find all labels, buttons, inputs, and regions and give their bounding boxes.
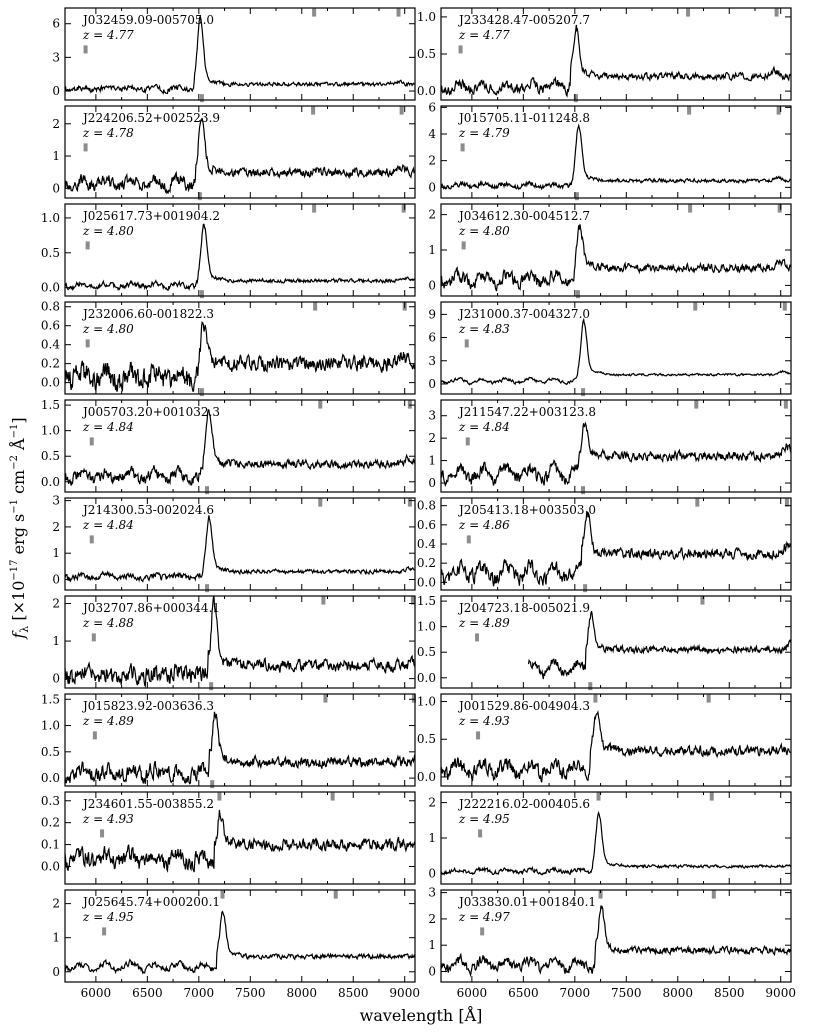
object-name-label: J015823.92-003636.3 — [83, 699, 215, 713]
y-tick-label: 0.0 — [40, 375, 60, 390]
object-name-label: J231000.37-004327.0 — [459, 307, 591, 321]
line-marker — [210, 780, 214, 788]
x-tick-label: 9000 — [765, 986, 796, 1000]
line-marker — [200, 290, 204, 298]
line-marker — [321, 597, 325, 605]
y-tick-label: 1 — [52, 546, 60, 561]
y-tick-label: 2 — [428, 795, 436, 810]
line-marker — [467, 535, 471, 543]
y-tick-label: 3 — [52, 493, 60, 508]
y-tick-label: 0.8 — [416, 498, 436, 513]
redshift-label: z = 4.80 — [83, 224, 134, 238]
line-marker — [688, 205, 692, 213]
line-marker — [712, 891, 716, 899]
y-tick-label: 0 — [52, 671, 60, 686]
y-tick-label: 1 — [428, 243, 436, 257]
line-marker — [459, 45, 463, 53]
object-name-label: J222216.02-000405.6 — [459, 797, 591, 811]
y-tick-label: 0.5 — [40, 245, 60, 260]
spectrum-panel — [428, 792, 791, 884]
object-name-label: J033830.01+001840.1 — [459, 895, 597, 909]
line-marker — [84, 45, 88, 53]
y-tick-label: 0 — [428, 278, 436, 293]
y-axis-title-f: f — [9, 632, 28, 639]
redshift-label: z = 4.84 — [459, 420, 510, 434]
y-tick-label: 0.0 — [416, 769, 436, 784]
object-name-label: J001529.86-004904.3 — [459, 699, 591, 713]
y-tick-label: 0.0 — [40, 474, 60, 489]
y-tick-label: 6 — [428, 100, 436, 115]
y-tick-label: 1 — [428, 938, 436, 953]
x-tick-label: 7000 — [183, 986, 215, 1000]
y-axis-title-prefix: [×10 — [9, 580, 28, 626]
spectrum-panel — [52, 594, 415, 690]
redshift-label: z = 4.89 — [459, 616, 510, 630]
spectrum-panel — [41, 204, 415, 298]
spectrum-panel — [428, 100, 791, 200]
y-axis-title-mid2: cm — [9, 469, 28, 499]
spectrum-panel — [41, 692, 416, 788]
redshift-label: z = 4.93 — [83, 812, 134, 826]
line-marker — [90, 437, 94, 445]
line-marker — [200, 388, 204, 396]
y-tick-label: 0.0 — [416, 575, 436, 590]
spectrum-panel — [52, 8, 415, 102]
y-axis-title-suffix: ] — [9, 417, 28, 424]
y-tick-label: 2 — [428, 153, 436, 168]
object-name-label: J224206.52+002523.9 — [83, 111, 221, 125]
line-marker — [707, 695, 711, 703]
line-marker — [86, 339, 90, 347]
y-tick-label: 0.4 — [40, 337, 60, 352]
line-marker — [581, 388, 585, 396]
line-marker — [783, 303, 787, 311]
y-axis-title — [8, 417, 31, 639]
spectrum-panel — [41, 792, 415, 884]
spectrum-panel — [52, 890, 420, 1000]
object-name-label: J034612.30-004512.7 — [459, 209, 591, 223]
redshift-label: z = 4.77 — [459, 28, 510, 42]
line-marker — [408, 401, 412, 409]
line-marker — [475, 633, 479, 641]
line-marker — [710, 793, 714, 801]
spectrum-panel — [428, 302, 791, 396]
y-tick-label: 1.5 — [40, 398, 60, 413]
spectrum-panel — [52, 494, 415, 593]
y-tick-label: 3 — [428, 353, 436, 368]
line-marker — [400, 107, 404, 115]
y-tick-label: 2 — [52, 896, 60, 911]
line-marker — [334, 891, 338, 899]
y-axis-title-exp4: −1 — [9, 423, 20, 439]
line-marker — [687, 107, 691, 115]
redshift-label: z = 4.86 — [459, 518, 510, 532]
y-tick-label: 1.0 — [40, 210, 60, 225]
line-marker — [205, 584, 209, 592]
y-axis-title-exp1: −17 — [9, 559, 20, 581]
line-marker — [84, 143, 88, 151]
y-tick-label: 0.2 — [416, 556, 436, 571]
y-tick-label: 2 — [428, 911, 436, 926]
line-marker — [461, 143, 465, 151]
redshift-label: z = 4.83 — [459, 322, 510, 336]
line-marker — [100, 829, 104, 837]
line-marker — [775, 9, 779, 17]
line-marker — [695, 499, 699, 507]
object-name-label: J232006.60-001822.3 — [83, 307, 215, 321]
line-marker — [583, 584, 587, 592]
spectrum-panel — [417, 498, 791, 592]
y-tick-label: 6 — [428, 330, 436, 345]
y-tick-label: 0 — [52, 181, 60, 196]
y-tick-label: 1 — [52, 930, 60, 945]
line-marker — [318, 499, 322, 507]
y-tick-label: 0.5 — [40, 449, 60, 464]
line-marker — [581, 486, 585, 494]
line-marker — [86, 241, 90, 249]
y-tick-label: 1 — [428, 831, 436, 845]
y-tick-label: 0 — [428, 180, 436, 195]
spectrum-panel — [417, 694, 791, 786]
line-marker — [686, 9, 690, 17]
object-name-label: J205413.18+003503.0 — [459, 503, 597, 517]
y-tick-label: 3 — [428, 408, 436, 423]
line-marker — [209, 682, 213, 690]
y-tick-label: 4 — [428, 127, 436, 141]
x-tick-label: 8500 — [713, 986, 745, 1000]
redshift-label: z = 4.97 — [459, 910, 510, 924]
y-tick-label: 0.5 — [416, 47, 436, 61]
object-name-label: J211547.22+003123.8 — [459, 405, 597, 419]
redshift-label: z = 4.80 — [459, 224, 510, 238]
x-tick-label: 7500 — [235, 986, 266, 1000]
line-marker — [466, 437, 470, 445]
y-tick-label: 2 — [428, 431, 436, 446]
line-marker — [312, 9, 316, 17]
y-axis-title-exp2: −1 — [9, 499, 20, 514]
spectrum-panel — [41, 300, 415, 396]
y-tick-label: 0.8 — [40, 299, 60, 314]
y-axis-title-lambda: λ — [18, 625, 31, 633]
x-tick-label: 8000 — [662, 986, 694, 1000]
y-tick-label: 0 — [428, 866, 436, 881]
x-tick-label: 6500 — [508, 986, 539, 1000]
spectrum-panel — [41, 398, 415, 494]
line-marker — [462, 241, 466, 249]
redshift-label: z = 4.95 — [83, 910, 134, 924]
line-marker — [102, 927, 106, 935]
spectrum-panel — [428, 886, 796, 1000]
y-axis-title-mid1: erg s — [9, 513, 28, 560]
line-marker — [777, 107, 781, 115]
redshift-label: z = 4.79 — [459, 126, 510, 140]
spectrum-panel — [428, 204, 791, 298]
line-marker — [312, 205, 316, 213]
line-marker — [311, 107, 315, 115]
y-tick-label: 1.5 — [40, 692, 60, 707]
line-marker — [694, 401, 698, 409]
y-tick-label: 0.0 — [40, 859, 60, 874]
line-marker — [693, 303, 697, 311]
object-name-label: J025617.73+001904.2 — [83, 209, 221, 223]
y-tick-label: 0.4 — [416, 537, 436, 551]
redshift-label: z = 4.84 — [83, 420, 134, 434]
spectrum-panel — [417, 8, 791, 102]
line-marker — [217, 793, 221, 801]
redshift-label: z = 4.89 — [83, 714, 134, 728]
redshift-label: z = 4.77 — [83, 28, 134, 42]
redshift-label: z = 4.88 — [83, 616, 134, 630]
line-marker — [576, 290, 580, 298]
x-tick-label: 9000 — [389, 986, 420, 1000]
x-tick-label: 6000 — [80, 986, 112, 1000]
y-tick-label: 0 — [52, 572, 60, 587]
y-tick-label: 0.2 — [40, 356, 60, 371]
x-tick-label: 8500 — [337, 986, 369, 1000]
y-tick-label: 0 — [428, 376, 436, 391]
line-marker — [465, 339, 469, 347]
y-tick-label: 1.0 — [40, 718, 60, 733]
y-tick-label: 0.0 — [40, 280, 60, 295]
y-axis-title-exp3: −2 — [9, 455, 20, 470]
panels-layer — [41, 8, 796, 1000]
object-name-label: J214300.53-002024.6 — [83, 503, 215, 517]
y-tick-label: 6 — [52, 16, 60, 31]
redshift-label: z = 4.95 — [459, 812, 510, 826]
line-marker — [331, 793, 335, 801]
y-tick-label: 0.3 — [40, 793, 60, 808]
y-tick-label: 0.0 — [416, 670, 436, 685]
x-tick-label: 6500 — [132, 986, 163, 1000]
y-tick-label: 1.0 — [416, 619, 436, 634]
object-name-label: J025645.74+000200.1 — [83, 895, 221, 909]
spectrum-panel — [428, 400, 791, 494]
spectrum-line — [529, 611, 792, 679]
y-tick-label: 1 — [52, 634, 60, 649]
line-marker — [92, 633, 96, 641]
line-marker — [313, 303, 317, 311]
x-axis-title: wavelength [Å] — [359, 1006, 483, 1025]
y-tick-label: 0.5 — [416, 732, 436, 747]
y-tick-label: 1.0 — [416, 694, 436, 709]
y-tick-label: 3 — [428, 885, 436, 900]
object-name-label: J234601.55-003855.2 — [83, 797, 215, 811]
y-tick-label: 0.0 — [416, 84, 436, 99]
object-name-label: J233428.47-005207.7 — [459, 13, 591, 27]
line-marker — [397, 9, 401, 17]
object-name-label: J015705.11-011248.8 — [459, 111, 591, 125]
y-tick-label: 0.6 — [416, 517, 436, 532]
line-marker — [90, 535, 94, 543]
line-marker — [575, 192, 579, 200]
y-tick-label: 0.2 — [40, 815, 60, 830]
y-tick-label: 0 — [52, 84, 60, 99]
line-marker — [93, 731, 97, 739]
spectrum-panel — [417, 594, 791, 690]
line-marker — [593, 695, 597, 703]
object-name-label: J005703.20+001032.3 — [83, 405, 221, 419]
y-tick-label: 0.1 — [40, 837, 60, 852]
y-tick-label: 1.0 — [40, 423, 60, 438]
y-tick-label: 0 — [428, 476, 436, 491]
y-tick-label: 1 — [428, 453, 436, 468]
y-tick-label: 2 — [52, 519, 60, 534]
y-tick-label: 1 — [52, 149, 60, 164]
line-marker — [480, 927, 484, 935]
line-marker — [597, 793, 601, 801]
x-tick-label: 6000 — [456, 986, 488, 1000]
line-marker — [323, 695, 327, 703]
y-tick-label: 2 — [428, 207, 436, 222]
y-tick-label: 2 — [52, 116, 60, 131]
y-tick-label: 0.6 — [40, 318, 60, 333]
y-tick-label: 1.0 — [416, 9, 436, 24]
line-marker — [221, 891, 225, 899]
y-tick-label: 0.5 — [40, 744, 60, 759]
line-marker — [784, 401, 788, 409]
y-tick-label: 0 — [428, 964, 436, 979]
spectrum-panel — [52, 106, 415, 200]
redshift-label: z = 4.80 — [83, 322, 134, 336]
object-name-label: J032459.09-005705.0 — [83, 13, 215, 27]
line-marker — [476, 731, 480, 739]
y-tick-label: 9 — [428, 307, 436, 322]
redshift-label: z = 4.78 — [83, 126, 134, 140]
y-tick-label: 1.5 — [416, 594, 436, 609]
y-tick-label: 2 — [52, 596, 60, 611]
y-axis-title-mid3: Å — [9, 438, 28, 456]
line-marker — [318, 401, 322, 409]
y-tick-label: 3 — [52, 50, 60, 65]
line-marker — [200, 94, 204, 102]
redshift-label: z = 4.84 — [83, 518, 134, 532]
line-marker — [408, 499, 412, 507]
y-tick-label: 0.0 — [40, 771, 60, 786]
x-tick-label: 7000 — [559, 986, 591, 1000]
line-marker — [205, 486, 209, 494]
redshift-label: z = 4.93 — [459, 714, 510, 728]
x-tick-label: 8000 — [286, 986, 318, 1000]
x-tick-label: 7500 — [611, 986, 642, 1000]
y-tick-label: 0.5 — [416, 645, 436, 660]
object-name-label: J204723.18-005021.9 — [459, 601, 591, 615]
line-marker — [478, 829, 482, 837]
y-tick-label: 0 — [52, 964, 60, 979]
line-marker — [588, 682, 592, 690]
object-name-label: J032707.86+000344.1 — [83, 601, 221, 615]
